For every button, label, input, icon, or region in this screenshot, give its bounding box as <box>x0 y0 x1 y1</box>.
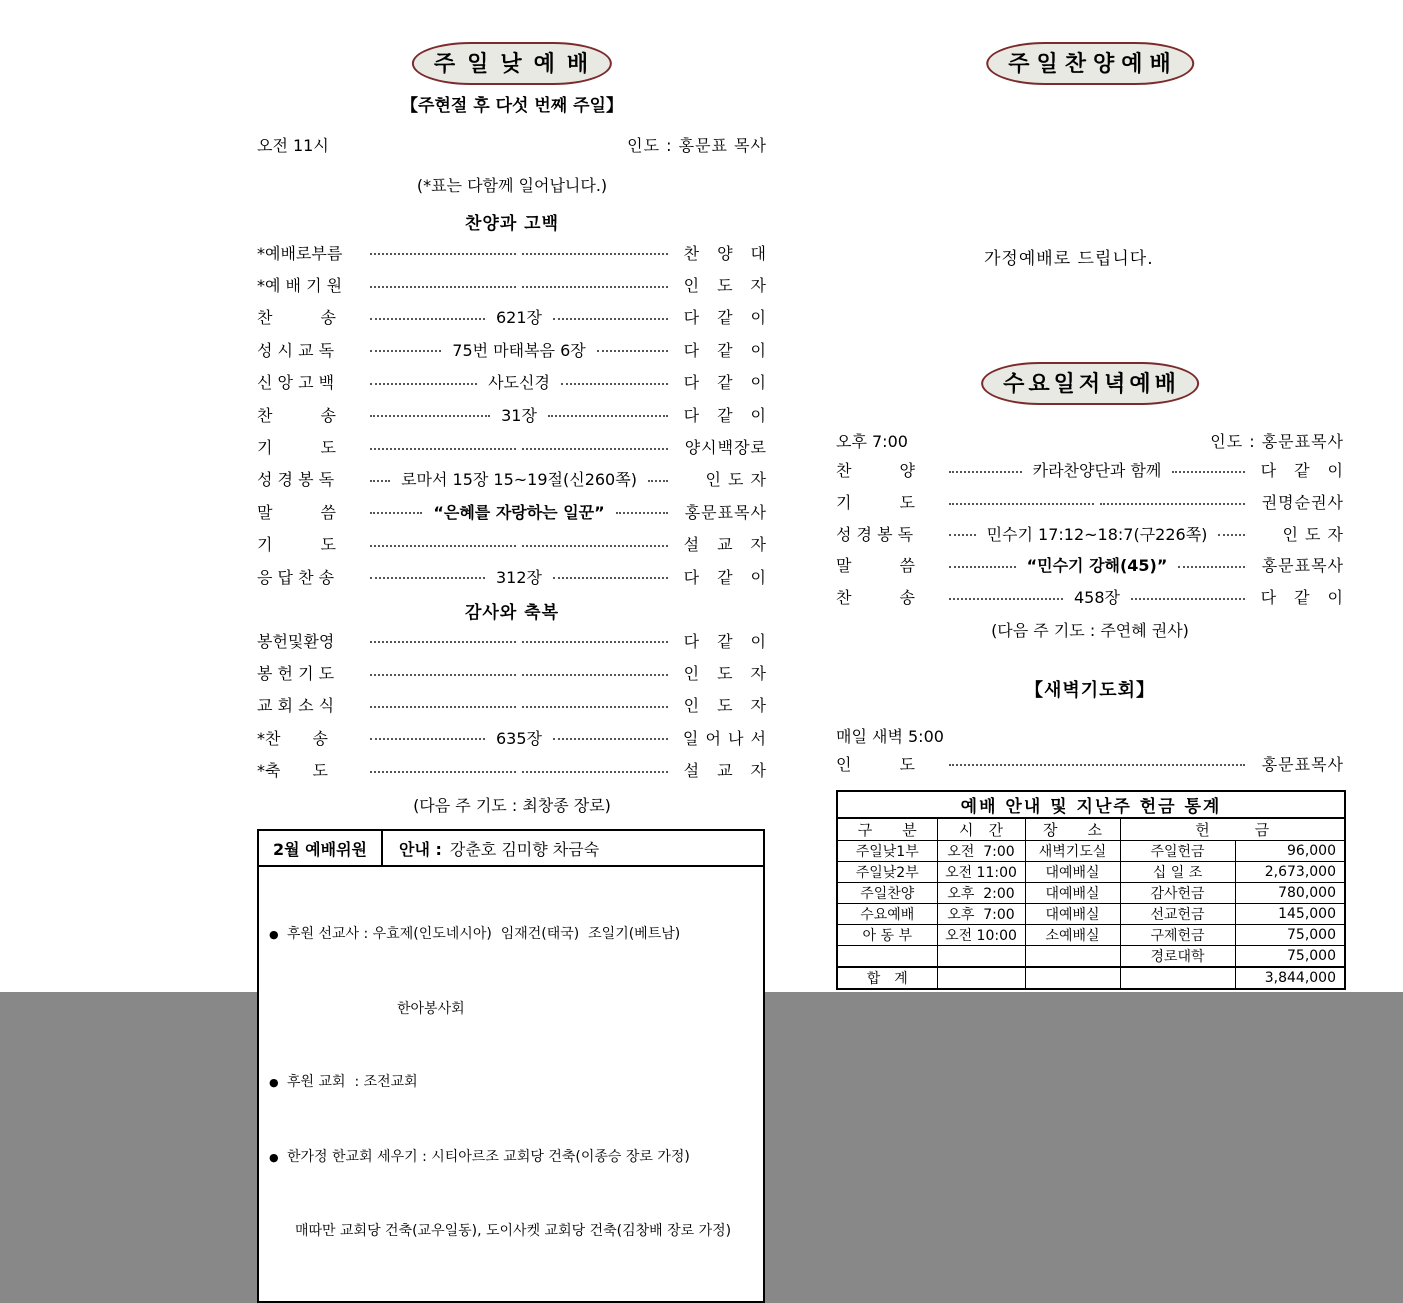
dotted-leader <box>1178 566 1245 568</box>
dotted-leader <box>1100 503 1245 505</box>
worship-row-call-to-worship: *예배로부름 찬 양 대 <box>257 243 767 263</box>
total-amount: 3,844,000 <box>1235 967 1345 989</box>
table-row: 수요예배 오후 7:00 대예배실 선교헌금 145,000 <box>837 904 1345 925</box>
worship-row-prayer: 기 도 권명순권사 <box>836 493 1344 513</box>
bullet-icon: ● <box>269 1076 279 1089</box>
committee-month-label: 2월 예배위원 <box>259 831 383 865</box>
table-row: 주일낮1부 오전 7:00 새벽기도실 주일헌금 96,000 <box>837 841 1345 862</box>
table-row: 경로대학 75,000 <box>837 946 1345 968</box>
dotted-leader <box>370 350 441 352</box>
support-missionaries-line-cont: 한아봉사회 <box>397 1000 465 1017</box>
worship-row-response-hymn: 응 답 찬 송 312장 다 같 이 <box>257 567 767 587</box>
order-of-worship-part2 <box>257 624 767 786</box>
dotted-leader <box>1131 598 1245 600</box>
committee-box-body <box>259 867 763 1301</box>
dawn-prayer-time: 매일 새벽 5:00 <box>836 727 944 746</box>
worship-row-invocation: *예 배 기 원 인 도 자 <box>257 276 767 296</box>
worship-row-offering-prayer: 봉 헌 기 도 인 도 자 <box>257 664 767 684</box>
sermon-title: “은혜를 자랑하는 일꾼” <box>433 502 605 522</box>
dotted-leader <box>522 706 668 708</box>
church-planting-line-cont: 매따만 교회당 건축(교우일동), 도이사켓 교회당 건축(김창배 장로 가정) <box>295 1223 732 1239</box>
bullet-icon: ● <box>269 928 279 941</box>
home-worship-note: 가정예배로 드립니다. <box>984 249 1154 269</box>
next-week-prayer-note: (다음 주 기도 : 최창종 장로) <box>413 796 611 815</box>
support-church-line: ● 후원 교회 : 조전교회 <box>269 1070 759 1096</box>
monthly-committee-box <box>257 829 765 1303</box>
table-row: 주일찬양 오후 2:00 대예배실 감사헌금 780,000 <box>837 883 1345 904</box>
title-text: 주일찬양예배 <box>1008 52 1178 77</box>
worship-row-hymn-635: *찬 송 635장 일 어 나 서 <box>257 728 767 748</box>
wednesday-next-prayer-note: (다음 주 기도 : 주연혜 권사) <box>991 621 1189 640</box>
dotted-leader <box>370 383 477 385</box>
dotted-leader <box>370 577 485 579</box>
dotted-leader <box>548 415 668 417</box>
sermon-title: “민수기 강해(45)” <box>1026 556 1168 576</box>
church-planting-line: ● 한가정 한교회 세우기 : 시티아르조 교회당 건축(이종승 장로 가정) <box>269 1145 759 1171</box>
wednesday-leader: 인도 : 홍문표목사 <box>1210 432 1344 451</box>
dotted-leader <box>949 598 1063 600</box>
dotted-leader <box>370 286 516 288</box>
worship-row-prayer: 기 도 양시백장로 <box>257 438 767 458</box>
title-text: 수요일저녁예배 <box>1003 372 1180 397</box>
table-title: 예배 안내 및 지난주 헌금 통계 <box>837 791 1345 818</box>
wednesday-order <box>836 454 1344 612</box>
dotted-leader <box>370 318 485 320</box>
dotted-leader <box>522 545 668 547</box>
worship-row-offering-welcome: 봉헌및환영 다 같 이 <box>257 631 767 651</box>
worship-row-praise: 찬 양 카라찬양단과 함께 다 같 이 <box>836 461 1345 481</box>
header-time: 시 간 <box>937 818 1025 841</box>
dotted-leader <box>522 674 668 676</box>
worship-row-scripture-reading: 성 경 봉 독 민수기 17:12~18:7(구226쪽) 인 도 자 <box>836 524 1344 544</box>
committee-box-header <box>259 831 763 867</box>
dotted-leader <box>949 503 1094 505</box>
dotted-leader <box>1172 471 1245 473</box>
wednesday-evening-service-title <box>981 362 1199 405</box>
dotted-leader <box>370 706 516 708</box>
dawn-prayer-row-wrap <box>836 747 1344 779</box>
support-missionaries-line: ● 후원 선교사 : 우효제(인도네시아) 임재건(태국) 조일기(베트남) <box>269 922 759 948</box>
worship-row-hymn-458: 찬 송 458장 다 같 이 <box>836 588 1344 608</box>
header-place: 장 소 <box>1025 818 1120 841</box>
worship-row-sermon: 말 씀 “은혜를 자랑하는 일꾼” 홍문표목사 <box>257 495 767 527</box>
dotted-leader <box>370 253 516 255</box>
worship-row-sermon: 말 씀 “민수기 강해(45)” 홍문표목사 <box>836 549 1344 581</box>
dotted-leader <box>370 771 516 773</box>
dotted-leader <box>616 512 668 514</box>
dotted-leader <box>648 480 668 482</box>
worship-row-creed: 신 앙 고 백 사도신경 다 같 이 <box>257 373 768 393</box>
worship-row-benediction: *축 도 설 교 자 <box>257 761 767 781</box>
offering-stats-table <box>836 790 1346 990</box>
worship-row-responsive-reading: 성 시 교 독 75번 마태복음 6장 다 같 이 <box>257 340 768 360</box>
sunday-day-service-title <box>412 42 612 85</box>
worship-row-scripture-reading: 성 경 봉 독 로마서 15장 15~19절(신260쪽) 인 도 자 <box>257 470 767 490</box>
service-time: 오전 11시 <box>257 136 329 155</box>
wednesday-time: 오후 7:00 <box>836 432 908 451</box>
total-label: 합 계 <box>837 967 937 989</box>
table-total-row <box>837 967 1345 989</box>
usher-value: 강춘호 김미향 차금숙 <box>449 839 600 859</box>
dotted-leader <box>370 480 390 482</box>
table-row: 주일낮2부 오전 11:00 대예배실 십 일 조 2,673,000 <box>837 862 1345 883</box>
dotted-leader <box>1218 534 1245 536</box>
usher-names <box>383 831 763 865</box>
table-header-row <box>837 818 1345 841</box>
service-time-row <box>257 133 767 156</box>
dotted-leader <box>949 471 1022 473</box>
service-leader: 인도 : 홍문표 목사 <box>627 136 767 155</box>
sunday-day-service-panel <box>257 42 768 1239</box>
dotted-leader <box>522 448 668 450</box>
table-title-row <box>837 791 1345 818</box>
order-of-worship-part1 <box>257 236 767 592</box>
wednesday-time-row <box>836 429 1344 452</box>
dotted-leader <box>553 738 668 740</box>
dotted-leader <box>370 512 422 514</box>
dawn-prayer-title: 【새벽기도회】 <box>1025 680 1155 701</box>
liturgical-week-subtitle: 【주현절 후 다섯 번째 주일】 <box>401 96 623 116</box>
dotted-leader <box>522 253 668 255</box>
dotted-leader <box>522 286 668 288</box>
title-text: 주일낮예배 <box>433 52 601 77</box>
worship-row-hymn-621: 찬 송 621장 다 같 이 <box>257 308 767 328</box>
dotted-leader <box>949 764 1245 766</box>
dotted-leader <box>553 577 668 579</box>
dotted-leader <box>370 448 516 450</box>
dotted-leader <box>370 641 516 643</box>
dotted-leader <box>370 674 516 676</box>
dotted-leader <box>522 771 668 773</box>
dotted-leader <box>949 566 1016 568</box>
dawn-leader-row: 인 도 홍문표목사 <box>836 754 1344 774</box>
header-division: 구 분 <box>837 818 937 841</box>
stand-note: (*표는 다함께 일어납니다.) <box>416 176 608 195</box>
dotted-leader <box>522 641 668 643</box>
dotted-leader <box>370 738 485 740</box>
worship-row-prayer-2: 기 도 설 교 자 <box>257 535 767 555</box>
usher-label: 안내 : <box>399 839 442 859</box>
section-header-thanks-blessing: 감사와 축복 <box>464 603 560 623</box>
right-panel <box>836 42 1345 987</box>
table-row: 아 동 부 오전 10:00 소예배실 구제헌금 75,000 <box>837 925 1345 946</box>
dotted-leader <box>561 383 668 385</box>
header-offering: 헌 금 <box>1120 818 1345 841</box>
bullet-icon: ● <box>269 1150 279 1164</box>
worship-row-announcements: 교 회 소 식 인 도 자 <box>257 696 767 716</box>
dotted-leader <box>553 318 668 320</box>
dotted-leader <box>949 534 976 536</box>
dotted-leader <box>597 350 668 352</box>
dotted-leader <box>370 415 490 417</box>
worship-row-hymn-31: 찬 송 31장 다 같 이 <box>257 405 768 425</box>
sunday-praise-service-title <box>986 42 1194 85</box>
dotted-leader <box>370 545 516 547</box>
section-header-praise-confession: 찬양과 고백 <box>464 214 560 234</box>
